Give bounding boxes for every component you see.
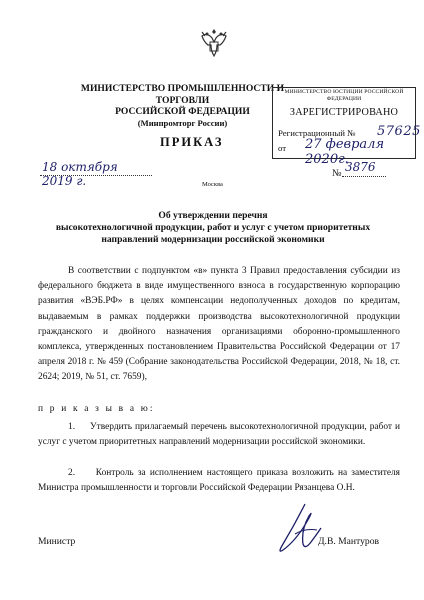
stamp-reg-label: Регистрационный № [278, 128, 356, 138]
signatory-position: Министр [38, 536, 76, 547]
preamble-paragraph: В соответствии с подпунктом «в» пункта 3 Правил предоставления субсидии из федерального бюджета в виде имущественного взноса в государственную корпорацию развития «ВЭБ.РФ» в целях компенсации недополученных доходов по кредитам, выдаваемым в рамках поддержки производства высокотехнологичной продукции гражданского и двойного назначения организациями оборонно-промышленного комплекса, утвержденных постановлением Правительства Российской Федерации от 17 апреля 2018 г. № 459 (Собрание законодательства Российской Федерации, 2018, № 18, ст. 2624; 2019, № 51, ст. 7659), [38, 266, 400, 383]
title-line1: Об утверждении перечня [158, 210, 268, 221]
order-item-1: 1. Утвердить прилагаемый перечень высокотехнологичной продукции, работ и услуг с учетом приоритетных направлений модернизации российской экономики. [38, 422, 400, 448]
order-date: 18 октября 2019 г. [42, 160, 118, 188]
title-line2: высокотехнологичной продукции, работ и услуг с учетом приоритетных [55, 222, 371, 233]
stamp-reg-date: 27 февраля 2020г. [305, 137, 385, 167]
ministry-name-line2: РОССИЙСКОЙ ФЕДЕРАЦИИ [115, 106, 250, 117]
number-underline [342, 176, 386, 177]
signatory-name: Д.В. Мантуров [318, 536, 380, 547]
city: Москва [202, 181, 223, 188]
order-word: п р и к а з ы в а ю: [38, 404, 155, 414]
document-type: ПРИКАЗ [160, 135, 224, 149]
order-item-2: 2. Контроль за исполнением настоящего приказа возложить на заместителя Министра промышленности и торговли Российской Федерации Рязанцева О.Н. [38, 468, 400, 494]
stamp-date-label: от [278, 143, 287, 153]
title-line3: направлений модернизации российской экономики [101, 234, 325, 245]
stamp-registered: ЗАРЕГИСТРИРОВАНО [289, 107, 399, 118]
ministry-name-line1: МИНИСТЕРСТВО ПРОМЫШЛЕННОСТИ И ТОРГОВЛИ [80, 83, 285, 106]
number-label: № [332, 168, 342, 179]
stamp-organization: МИНИСТЕРСТВО ЮСТИЦИИ РОССИЙСКОЙ ФЕДЕРАЦИИ [284, 89, 404, 102]
ministry-header [60, 83, 305, 129]
coat-of-arms-icon [197, 26, 231, 64]
stamp-reg-number: 57625 [377, 124, 421, 139]
order-number: 3876 [345, 160, 376, 174]
signature-icon [265, 500, 335, 560]
ministry-short-name: (Минпромторг России) [137, 117, 228, 128]
document-title [38, 210, 388, 246]
date-underline [40, 175, 152, 176]
